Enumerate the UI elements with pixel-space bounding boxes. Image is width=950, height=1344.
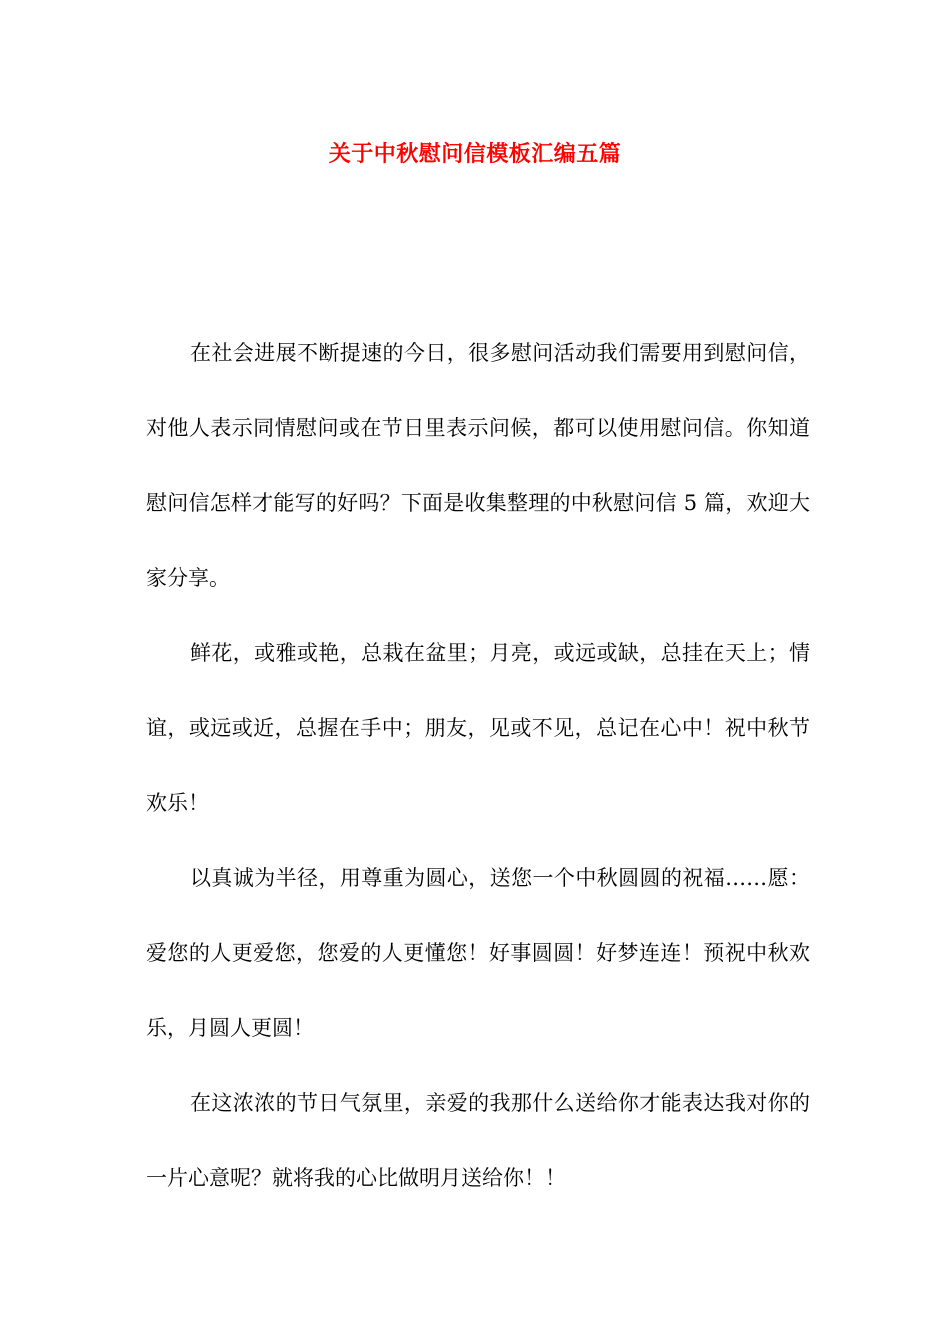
document-body	[146, 316, 810, 1216]
paragraph-greeting-2: 以真诚为半径，用尊重为圆心，送您一个中秋圆圆的祝福……愿：爱您的人更爱您，您爱的人更懂您！好事圆圆！好梦连连！预祝中秋欢乐，月圆人更圆！	[146, 866, 810, 1040]
paragraph-greeting-3: 在这浓浓的节日气氛里，亲爱的我那什么送给你才能表达我对你的一片心意呢？就将我的心比做明月送给你！！	[146, 1091, 810, 1190]
paragraph-greeting-1: 鲜花，或雅或艳，总栽在盆里；月亮，或远或缺，总挂在天上；情谊，或远或近，总握在手中；朋友，见或不见，总记在心中！祝中秋节欢乐！	[146, 641, 810, 815]
document-title: 关于中秋慰问信模板汇编五篇	[328, 141, 622, 167]
paragraph-intro: 在社会进展不断提速的今日，很多慰问活动我们需要用到慰问信，对他人表示同情慰问或在节日里表示问候，都可以使用慰问信。你知道慰问信怎样才能写的好吗？下面是收集整理的中秋慰问信 5 篇，欢迎大家分享。	[146, 341, 810, 590]
